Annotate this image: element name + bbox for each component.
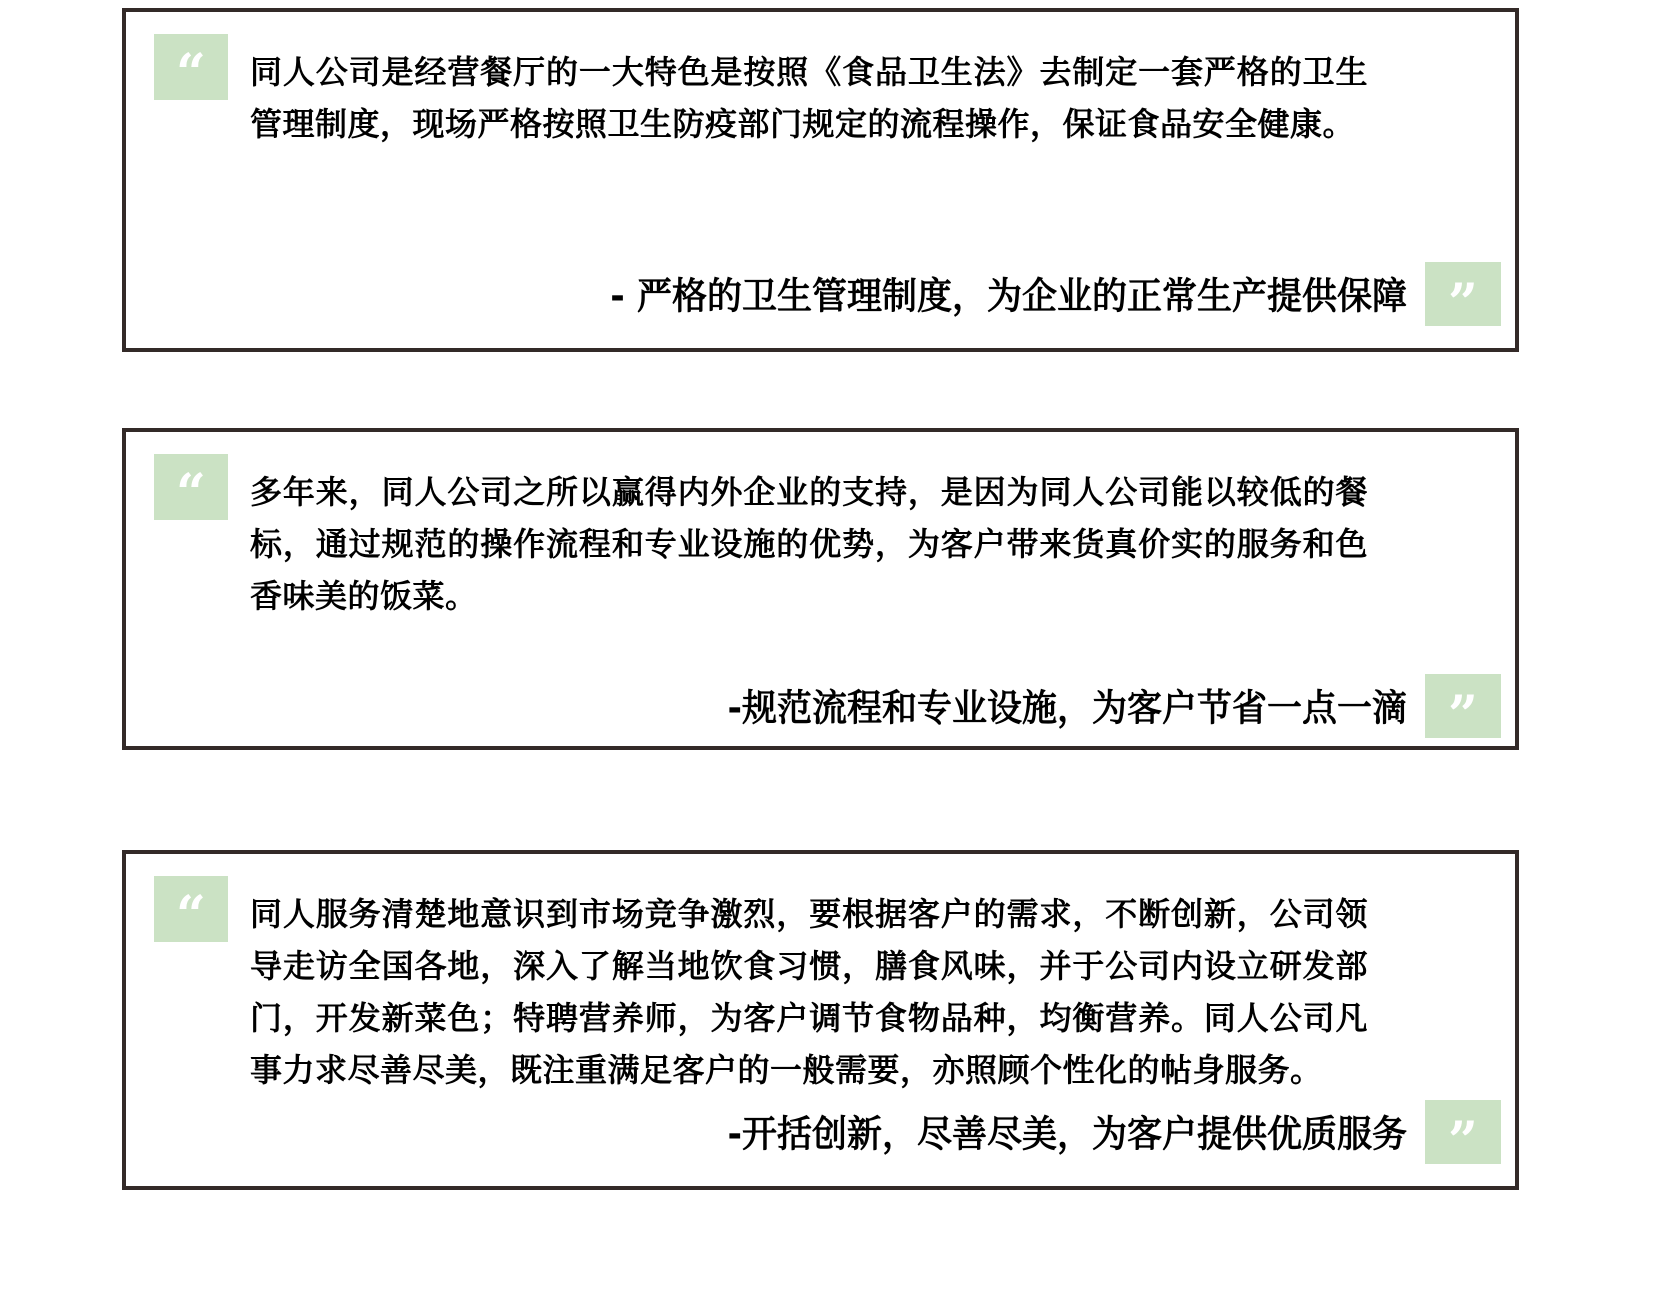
quote-caption: -开括创新，尽善尽美，为客户提供优质服务 bbox=[727, 1114, 1407, 1157]
quote-box-process bbox=[122, 428, 1519, 750]
open-quote-glyph: “ bbox=[176, 43, 206, 104]
quote-body-text: 同人公司是经营餐厅的一大特色是按照《食品卫生法》去制定一套严格的卫生管理制度，现场严格按照卫生防疫部门规定的流程操作，保证食品安全健康。 bbox=[250, 53, 1368, 143]
close-quote-icon bbox=[1425, 1100, 1501, 1172]
quote-caption-row bbox=[727, 1100, 1501, 1172]
open-quote-icon bbox=[154, 454, 228, 524]
quote-caption-row bbox=[727, 674, 1501, 746]
quote-caption: - 严格的卫生管理制度，为企业的正常生产提供保障 bbox=[610, 276, 1407, 319]
quote-caption: -规范流程和专业设施，为客户节省一点一滴 bbox=[727, 688, 1407, 731]
open-quote-icon bbox=[154, 876, 228, 946]
open-quote-glyph: “ bbox=[176, 463, 206, 524]
quote-body-text: 多年来，同人公司之所以赢得内外企业的支持，是因为同人公司能以较低的餐标，通过规范的操作流程和专业设施的优势，为客户带来货真价实的服务和色香味美的饭菜。 bbox=[250, 473, 1368, 615]
open-quote-icon bbox=[154, 34, 228, 104]
close-quote-glyph: ” bbox=[1448, 684, 1478, 746]
quote-body-text: 同人服务清楚地意识到市场竞争激烈，要根据客户的需求，不断创新，公司领导走访全国各地，深入了解当地饮食习惯，膳食风味，并于公司内设立研发部门，开发新菜色；特聘营养师，为客户调节食物品种，均衡营养。同人公司凡事力求尽善尽美，既注重满足客户的一般需要，亦照顾个性化的帖身服务。 bbox=[250, 895, 1368, 1089]
quote-box-hygiene bbox=[122, 8, 1519, 352]
quote-caption-row bbox=[610, 262, 1501, 334]
quote-box-innovation bbox=[122, 850, 1519, 1190]
close-quote-glyph: ” bbox=[1448, 272, 1478, 334]
close-quote-icon bbox=[1425, 674, 1501, 746]
close-quote-glyph: ” bbox=[1448, 1110, 1478, 1172]
open-quote-glyph: “ bbox=[176, 885, 206, 946]
close-quote-icon bbox=[1425, 262, 1501, 334]
